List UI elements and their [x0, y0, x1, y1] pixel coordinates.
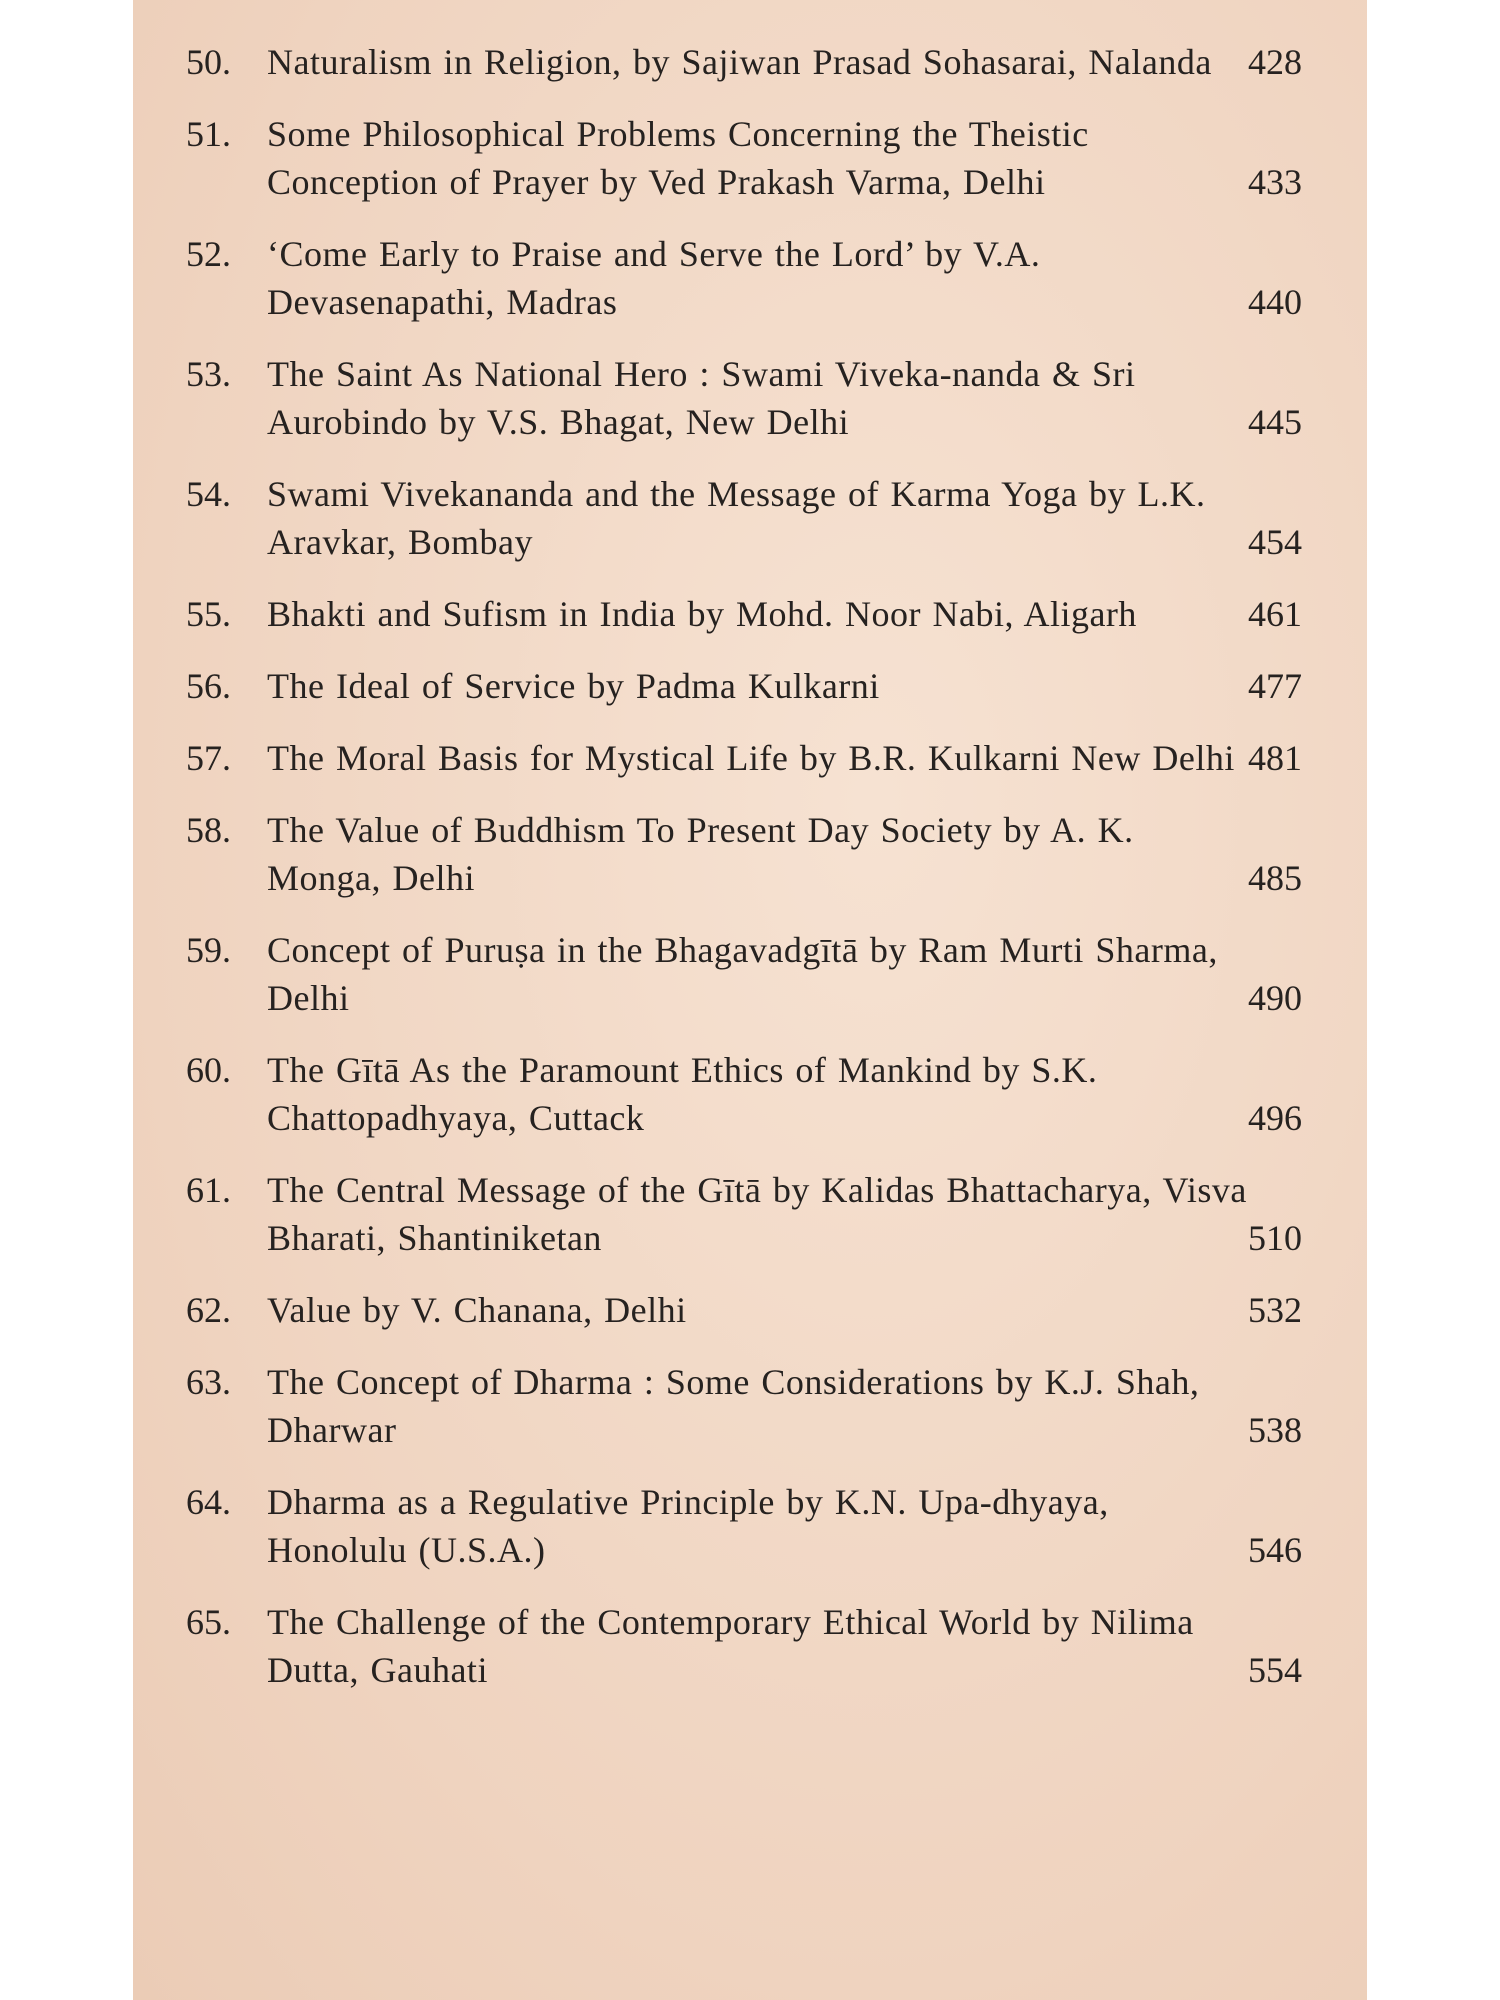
- toc-entry: [133, 662, 1367, 710]
- entry-title: The Central Message of the Gītā by Kalidas Bhattacharya, Visva Bharati, Shantiniketan: [267, 1170, 1247, 1258]
- entry-number: 51.: [186, 114, 231, 154]
- entry-page-number: 546: [1248, 1530, 1302, 1570]
- toc-entry: [133, 470, 1367, 566]
- entry-page-number: 510: [1248, 1218, 1302, 1258]
- entry-number: 54.: [186, 474, 231, 514]
- entry-title: The Ideal of Service by Padma Kulkarni: [267, 666, 880, 706]
- entry-page-number: 440: [1248, 282, 1302, 322]
- toc-entry: [133, 926, 1367, 1022]
- entry-number: 62.: [186, 1290, 231, 1330]
- entry-page-number: 461: [1248, 594, 1302, 634]
- toc-entry: [133, 350, 1367, 446]
- entry-page-number: 554: [1248, 1650, 1302, 1690]
- entry-page-number: 477: [1248, 666, 1302, 706]
- entry-title: The Concept of Dharma : Some Considerations by K.J. Shah, Dharwar: [267, 1362, 1200, 1450]
- toc-entry: [133, 110, 1367, 206]
- entry-number: 63.: [186, 1362, 231, 1402]
- book-page: [133, 0, 1367, 2000]
- toc-entry: [133, 230, 1367, 326]
- entry-number: 52.: [186, 234, 231, 274]
- entry-number: 50.: [186, 42, 231, 82]
- entry-page-number: 433: [1248, 162, 1302, 202]
- entry-page-number: 428: [1248, 42, 1302, 82]
- entry-page-number: 454: [1248, 522, 1302, 562]
- toc-entry: [133, 1286, 1367, 1334]
- entry-title: Bhakti and Sufism in India by Mohd. Noor Nabi, Aligarh: [267, 594, 1137, 634]
- toc-entry: [133, 1046, 1367, 1142]
- entry-title: The Gītā As the Paramount Ethics of Mankind by S.K. Chattopadhyaya, Cuttack: [267, 1050, 1098, 1138]
- entry-title: The Challenge of the Contemporary Ethical World by Nilima Dutta, Gauhati: [267, 1602, 1194, 1690]
- toc-entry: [133, 38, 1367, 86]
- entry-title: ‘Come Early to Praise and Serve the Lord’ by V.A. Devasenapathi, Madras: [267, 234, 1041, 322]
- entry-page-number: 490: [1248, 978, 1302, 1018]
- entry-title: Naturalism in Religion, by Sajiwan Prasad Sohasarai, Nalanda: [267, 42, 1212, 82]
- entry-title: Dharma as a Regulative Principle by K.N. Upa-dhyaya, Honolulu (U.S.A.): [267, 1482, 1109, 1570]
- toc-entry: [133, 1358, 1367, 1454]
- entry-number: 56.: [186, 666, 231, 706]
- toc-entry: [133, 806, 1367, 902]
- entry-number: 57.: [186, 738, 231, 778]
- entry-title: The Saint As National Hero : Swami Viveka-nanda & Sri Aurobindo by V.S. Bhagat, New Delhi: [267, 354, 1136, 442]
- entry-title: The Value of Buddhism To Present Day Society by A. K. Monga, Delhi: [267, 810, 1134, 898]
- entry-title: Some Philosophical Problems Concerning the Theistic Conception of Prayer by Ved Prakash Varma, Delhi: [267, 114, 1089, 202]
- entry-page-number: 532: [1248, 1290, 1302, 1330]
- entry-title: Swami Vivekananda and the Message of Karma Yoga by L.K. Aravkar, Bombay: [267, 474, 1206, 562]
- toc-entry: [133, 590, 1367, 638]
- entry-page-number: 485: [1248, 858, 1302, 898]
- entry-page-number: 538: [1248, 1410, 1302, 1450]
- toc-entry: [133, 734, 1367, 782]
- entry-number: 64.: [186, 1482, 231, 1522]
- entry-number: 58.: [186, 810, 231, 850]
- table-of-contents: [133, 38, 1367, 1718]
- entry-title: Concept of Puruṣa in the Bhagavadgītā by Ram Murti Sharma, Delhi: [267, 930, 1218, 1018]
- entry-page-number: 496: [1248, 1098, 1302, 1138]
- entry-page-number: 481: [1248, 738, 1302, 778]
- toc-entry: [133, 1166, 1367, 1262]
- entry-page-number: 445: [1248, 402, 1302, 442]
- entry-title: The Moral Basis for Mystical Life by B.R. Kulkarni New Delhi: [267, 738, 1235, 778]
- entry-number: 60.: [186, 1050, 231, 1090]
- entry-number: 61.: [186, 1170, 231, 1210]
- entry-number: 59.: [186, 930, 231, 970]
- entry-title: Value by V. Chanana, Delhi: [267, 1290, 687, 1330]
- entry-number: 65.: [186, 1602, 231, 1642]
- entry-number: 53.: [186, 354, 231, 394]
- toc-entry: [133, 1598, 1367, 1694]
- toc-entry: [133, 1478, 1367, 1574]
- entry-number: 55.: [186, 594, 231, 634]
